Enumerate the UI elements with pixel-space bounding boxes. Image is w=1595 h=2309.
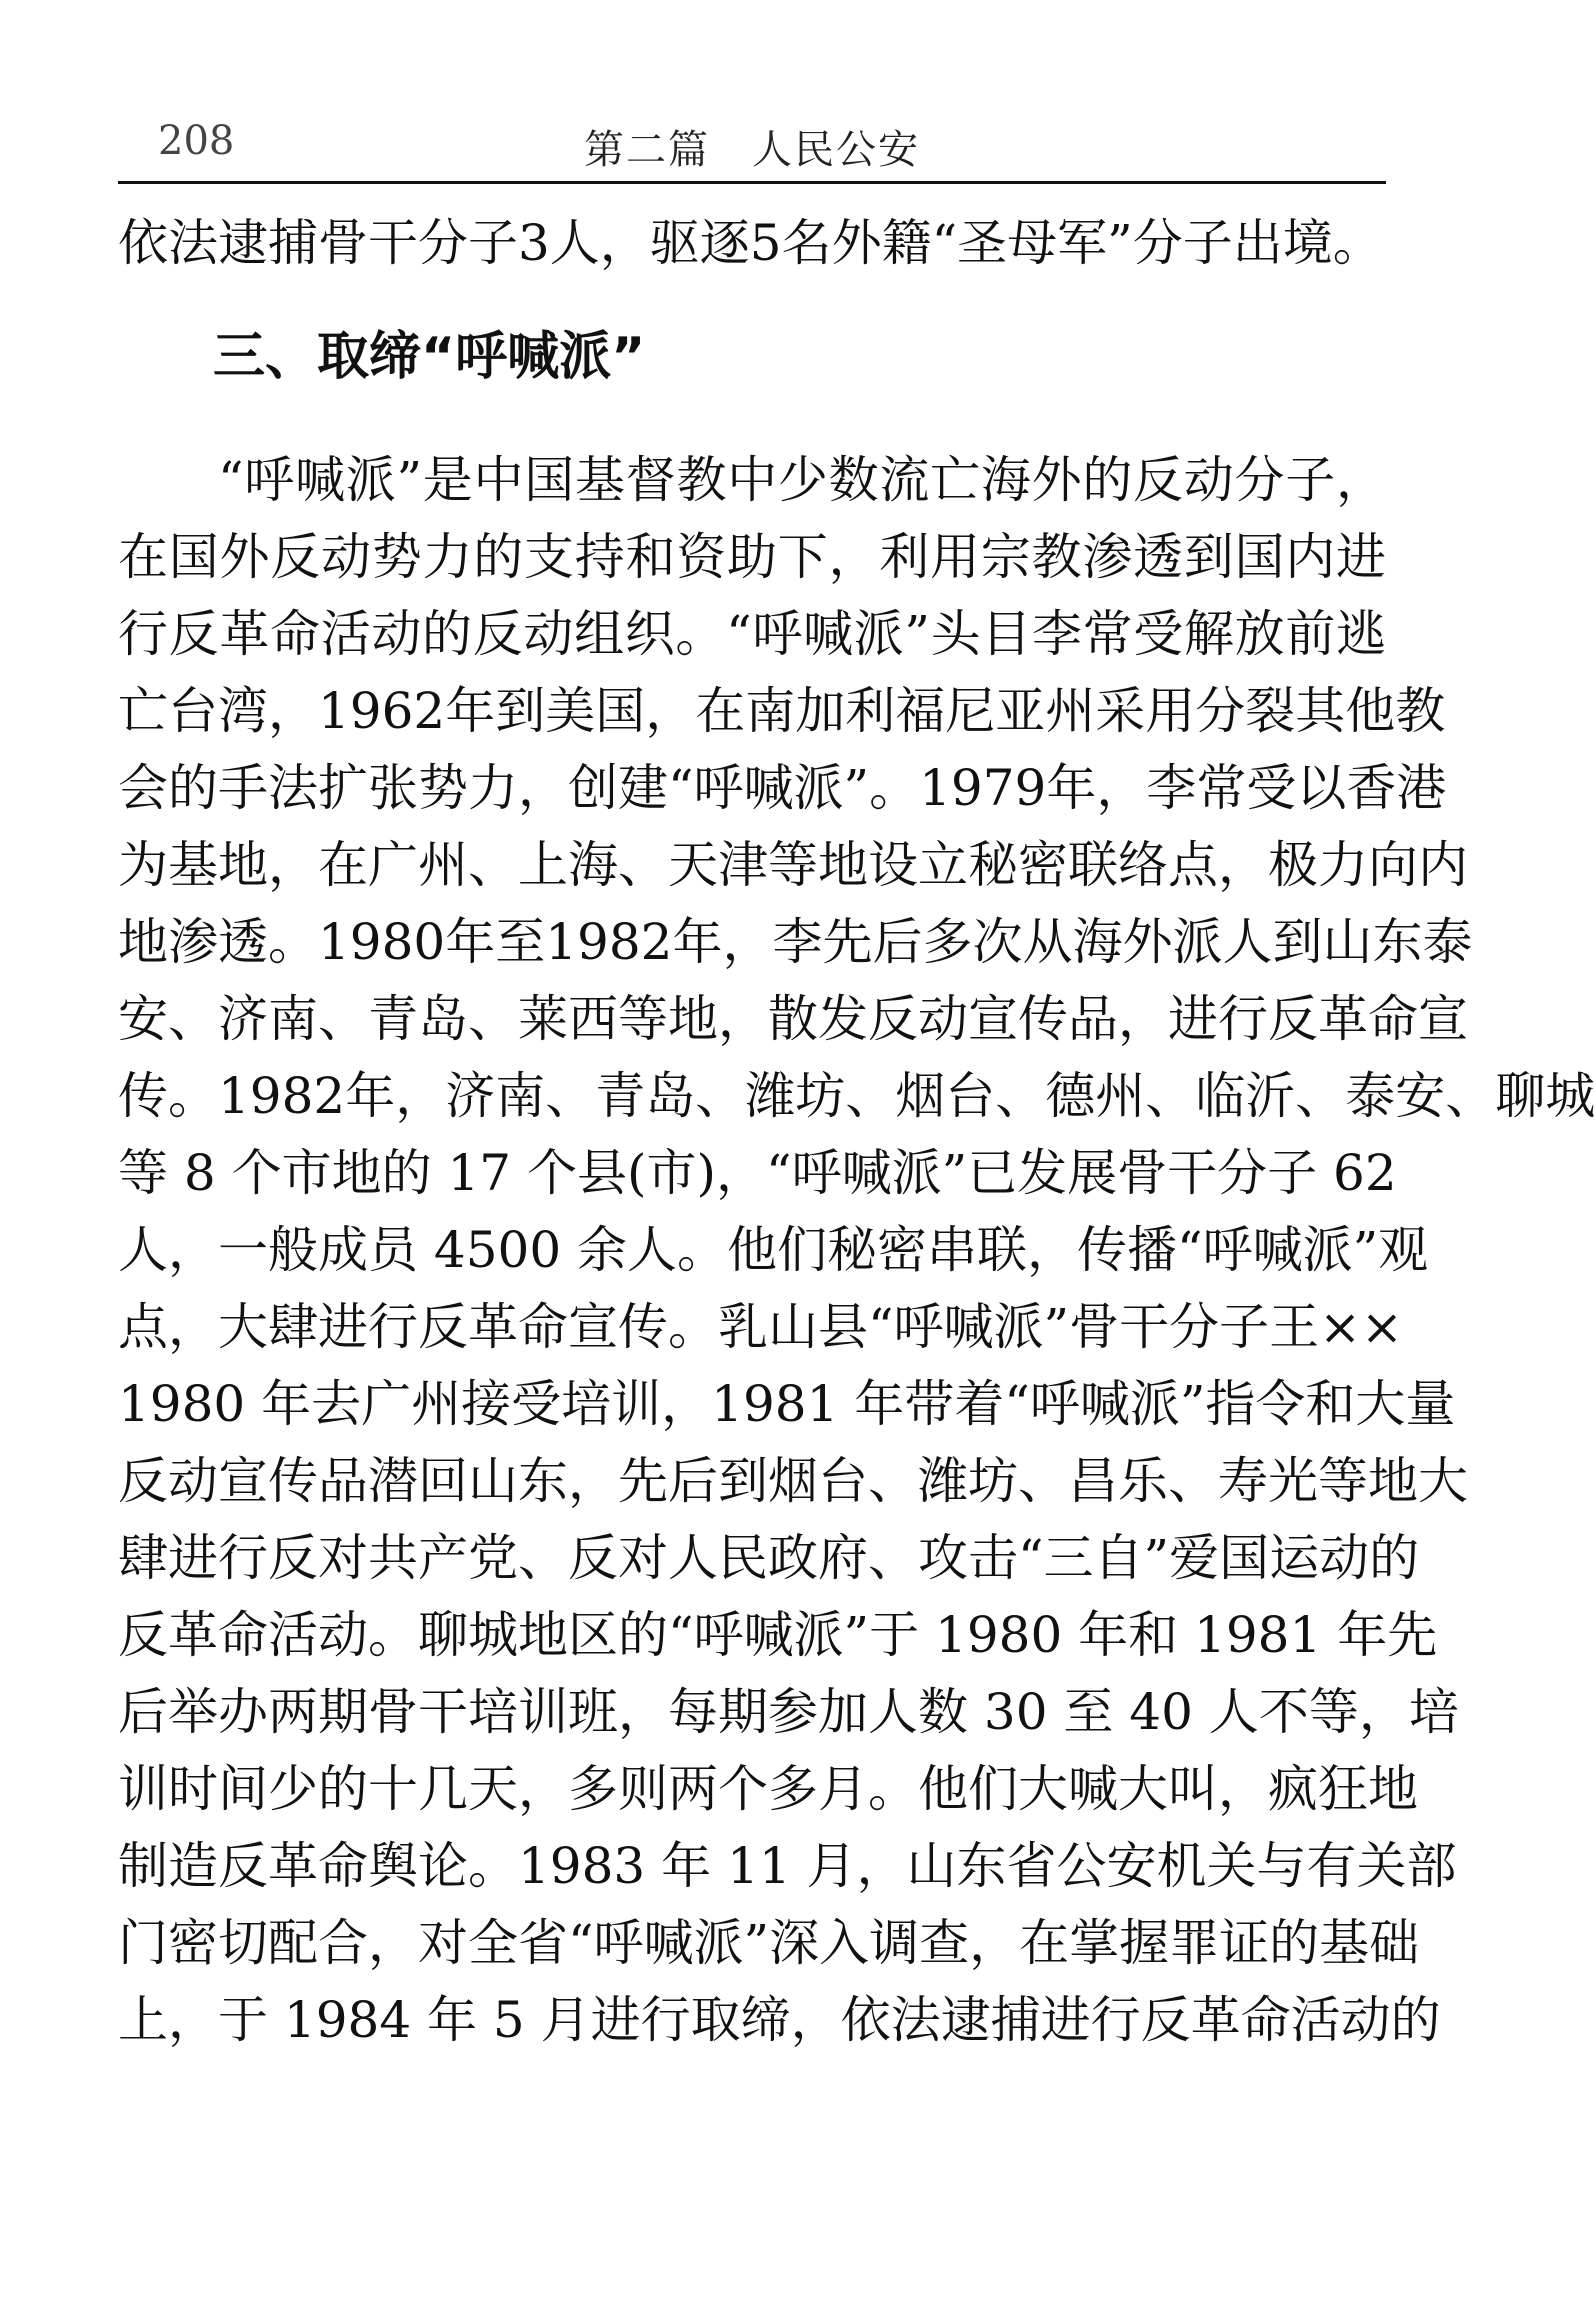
paragraph-line: 安、济南、青岛、莱西等地，散发反动宣传品，进行反革命宣 xyxy=(118,990,1468,1048)
paragraph-line: 肆进行反对共产党、反对人民政府、攻击“三自”爱国运动的 xyxy=(118,1529,1420,1587)
paragraph-line: 传。1982年，济南、青岛、潍坊、烟台、德州、临沂、泰安、聊城 xyxy=(118,1067,1595,1125)
paragraph-line: 等 8 个市地的 17 个县(市)，“呼喊派”已发展骨干分子 62 xyxy=(118,1144,1397,1202)
paragraph-line: 在国外反动势力的支持和资助下，利用宗教渗透到国内进 xyxy=(118,528,1386,586)
page-number: 208 xyxy=(158,118,235,164)
page-header xyxy=(118,110,1386,180)
header-rule xyxy=(118,181,1386,184)
paragraph-line: 反动宣传品潜回山东，先后到烟台、潍坊、昌乐、寿光等地大 xyxy=(118,1452,1468,1510)
paragraph-line: 上，于 1984 年 5 月进行取缔，依法逮捕进行反革命活动的 xyxy=(118,1991,1441,2049)
paragraph-line: 会的手法扩张势力，创建“呼喊派”。1979年，李常受以香港 xyxy=(118,759,1447,817)
paragraph-line: 门密切配合，对全省“呼喊派”深入调查，在掌握罪证的基础 xyxy=(118,1914,1420,1972)
paragraph xyxy=(118,442,1595,2059)
paragraph-line: 训时间少的十几天，多则两个多月。他们大喊大叫，疯狂地 xyxy=(118,1760,1418,1818)
paragraph-line: 地渗透。1980年至1982年，李先后多次从海外派人到山东泰 xyxy=(118,913,1473,971)
paragraph-line: 亡台湾，1962年到美国，在南加利福尼亚州采用分裂其他教 xyxy=(118,682,1446,740)
running-title: 第二篇 人民公安 xyxy=(584,127,920,173)
section-heading: 三、取缔“呼喊派” xyxy=(213,327,646,387)
page-body xyxy=(118,205,1595,2059)
paragraph-line: 为基地，在广州、上海、天津等地设立秘密联络点，极力向内 xyxy=(118,836,1468,894)
paragraph-line: “呼喊派”是中国基督教中少数流亡海外的反动分子， xyxy=(218,451,1386,509)
paragraph-line: 1980 年去广州接受培训，1981 年带着“呼喊派”指令和大量 xyxy=(118,1375,1456,1433)
paragraph-line: 人，一般成员 4500 余人。他们秘密串联，传播“呼喊派”观 xyxy=(118,1221,1429,1279)
paragraph-line: 点，大肆进行反革命宣传。乳山县“呼喊派”骨干分子王×× xyxy=(118,1298,1403,1356)
paragraph-line: 反革命活动。聊城地区的“呼喊派”于 1980 年和 1981 年先 xyxy=(118,1606,1438,1664)
paragraph-line: 后举办两期骨干培训班，每期参加人数 30 至 40 人不等，培 xyxy=(118,1683,1459,1741)
intro-line: 依法逮捕骨干分子3人，驱逐5名外籍“圣母军”分子出境。 xyxy=(118,214,1383,272)
paragraph-line: 行反革命活动的反动组织。“呼喊派”头目李常受解放前逃 xyxy=(118,605,1386,663)
paragraph-line: 制造反革命舆论。1983 年 11 月，山东省公安机关与有关部 xyxy=(118,1837,1457,1895)
